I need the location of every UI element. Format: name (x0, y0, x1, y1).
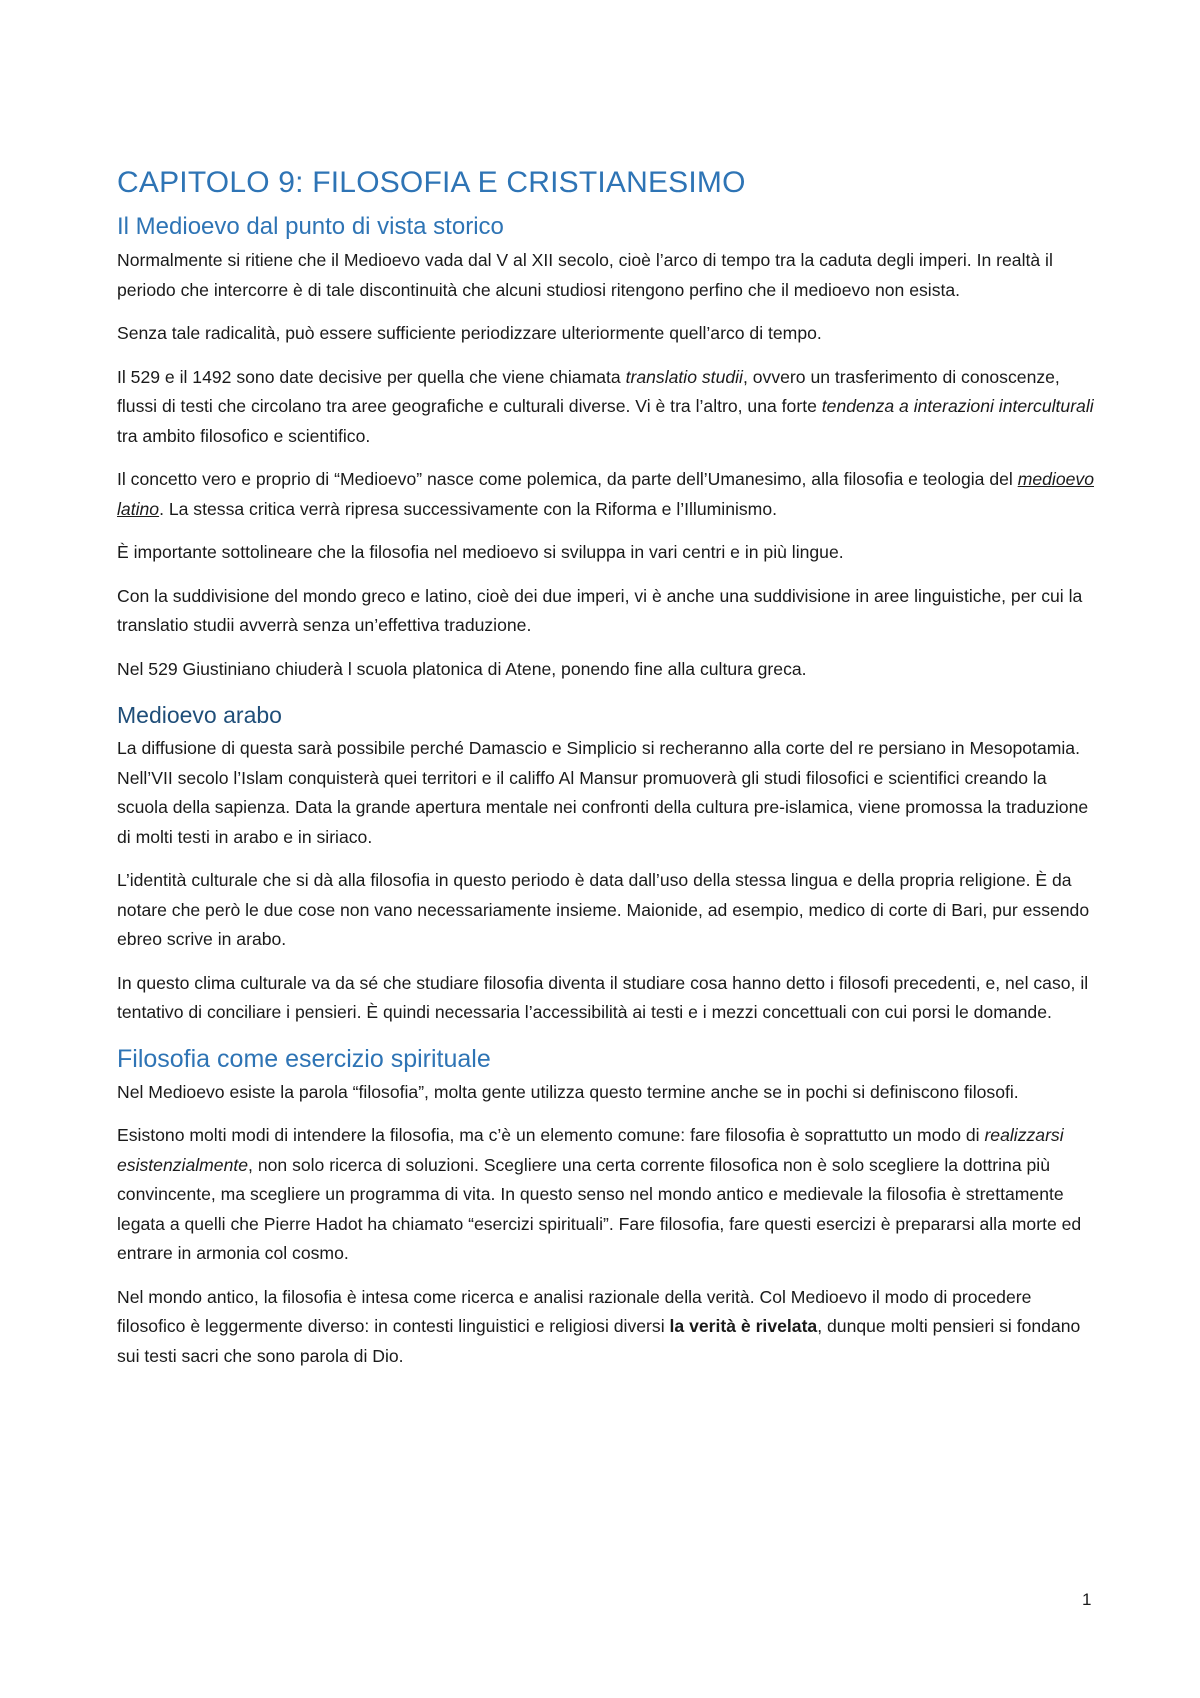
paragraph: Nel Medioevo esiste la parola “filosofia”, molta gente utilizza questo termine anche se in pochi si definiscono filosofi. (117, 1081, 1019, 1102)
paragraph: L’identità culturale che si dà alla filosofia in questo periodo è data dall’uso della stessa lingua e della propria religione. È da notare che però le due cose non vano necessariamente insieme. Maionide, ad esempio, medico di corte di Bari, pur essendo ebreo scrive in arabo. (117, 870, 1090, 949)
bold-phrase: la verità è rivelata (669, 1316, 818, 1336)
paragraph (117, 465, 1097, 524)
section-heading-esercizio-spirituale: Filosofia come esercizio spirituale (117, 1044, 491, 1073)
text-run: , non solo ricerca di soluzioni. Scegliere una certa corrente filosofica non è solo scegliere la dottrina più convincente, ma scegliere un programma di vita. In questo senso nel mondo antico e medievale la filosofia è strettamente legata a quelli che Pierre Hadot ha chiamato “esercizi spirituali”. Fare filosofia, fare questi esercizi è prepararsi alla morte ed entrare in armonia col cosmo. (117, 1154, 1082, 1263)
text-run: Il 529 e il 1492 sono date decisive per quella che viene chiamata (117, 366, 626, 387)
text-run: . La stessa critica verrà ripresa successivamente con la Riforma e l’Illuminismo. (159, 498, 778, 519)
paragraph (117, 363, 1097, 452)
section-heading-medioevo-storico: Il Medioevo dal punto di vista storico (117, 213, 504, 240)
text-run: Nel mondo antico, la filosofia è intesa come ricerca e analisi razionale della verità. Col Medioevo il modo di procedere filosofico è leggermente diverso: in contesti linguistici e religiosi diversi (117, 1286, 1032, 1336)
document-page (117, 164, 1097, 1385)
paragraph: Nel 529 Giustiniano chiuderà l scuola platonica di Atene, ponendo fine alla cultura greca. (117, 658, 807, 679)
chapter-title: CAPITOLO 9: FILOSOFIA E CRISTIANESIMO (117, 166, 746, 199)
text-run: , dunque molti pensieri si fondano sui testi sacri che sono parola di Dio. (117, 1316, 1081, 1366)
text-run: Il concetto vero e proprio di “Medioevo” nasce come polemica, da parte dell’Umanesimo, alla filosofia e teologia del (117, 469, 1018, 489)
paragraph: È importante sottolineare che la filosofia nel medioevo si sviluppa in vari centri e in più lingue. (117, 542, 844, 562)
paragraph (117, 1121, 1097, 1269)
page-number: 1 (1082, 1590, 1092, 1609)
paragraph: La diffusione di questa sarà possibile perché Damascio e Simplicio si recheranno alla corte del re persiano in Mesopotamia. Nell’VII secolo l’Islam conquisterà quei territori e il califfo Al Mansur promuoverà gli studi filosofici e scientifici creando la scuola della sapienza. Data la grande apertura mentale nei confronti della cultura pre-islamica, viene promossa la traduzione di molti testi in arabo e in siriaco. (117, 738, 1089, 847)
section-heading-medioevo-arabo: Medioevo arabo (117, 702, 282, 728)
paragraph (117, 1283, 1097, 1372)
paragraph: Con la suddivisione del mondo greco e latino, cioè dei due imperi, vi è anche una suddivisione in aree linguistiche, per cui la translatio studii avverrà senza un’effettiva traduzione. (117, 585, 1083, 635)
paragraph: Normalmente si ritiene che il Medioevo vada dal V al XII secolo, cioè l’arco di tempo tra la caduta degli imperi. In realtà il periodo che intercorre è di tale discontinuità che alcuni studiosi ritengono perfino che il medioevo non esista. (117, 250, 1053, 300)
italic-term: tendenza a interazioni interculturali (821, 396, 1094, 416)
text-run: , ovvero un trasferimento di conoscenze, flussi di testi che circolano tra aree geografiche e culturali diverse. Vi è tra l’altro, una forte (117, 366, 1060, 416)
italic-term: realizzarsi esistenzialmente (117, 1125, 1064, 1175)
text-run: Esistono molti modi di intendere la filosofia, ma c’è un elemento comune: fare filosofia è soprattutto un modo di (117, 1125, 985, 1145)
paragraph: In questo clima culturale va da sé che studiare filosofia diventa il studiare cosa hanno detto i filosofi precedenti, e, nel caso, il tentativo di conciliare i pensieri. È quindi necessaria l’accessibilità ai testi e i mezzi concettuali con cui porsi le domande. (117, 972, 1089, 1022)
italic-term: translatio studii (625, 366, 743, 387)
underlined-italic-term: medioevo latino (117, 469, 1094, 519)
text-run: tra ambito filosofico e scientifico. (117, 425, 371, 446)
paragraph: Senza tale radicalità, può essere sufficiente periodizzare ulteriormente quell’arco di tempo. (117, 323, 822, 343)
